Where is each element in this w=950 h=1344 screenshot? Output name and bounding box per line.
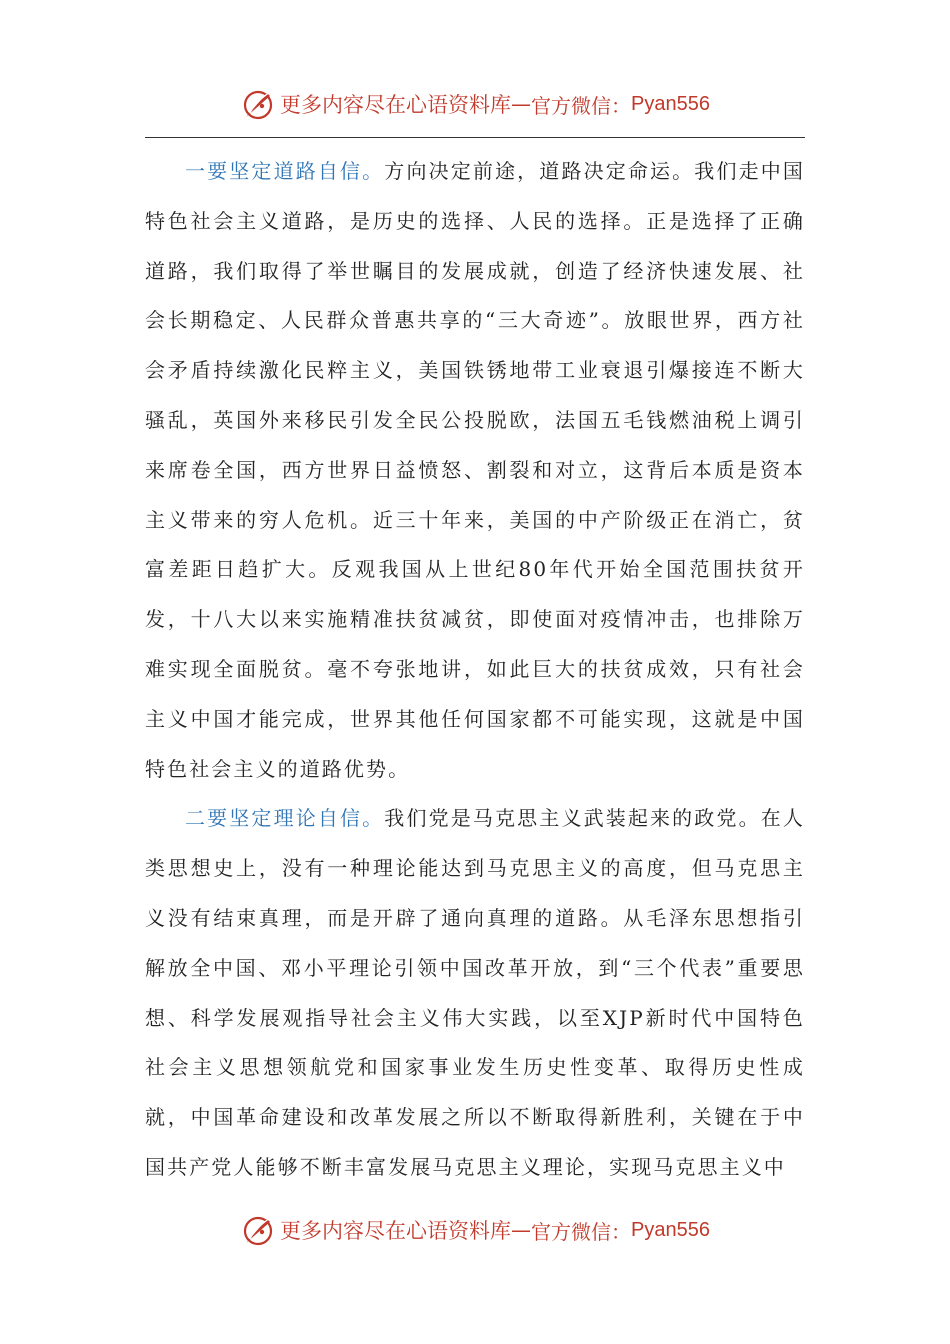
paragraph-theory-confidence xyxy=(145,794,805,1192)
paragraph-road-confidence xyxy=(145,147,805,794)
paragraph-text-road: 方向决定前途，道路决定命运。我们走中国特色社会主义道路，是历史的选择、人民的选择。正是选择了正确道路，我们取得了举世瞩目的发展成就，创造了经济快速发展、社会长期稳定、人民群众普惠共享的“三大奇迹”。放眼世界，西方社会矛盾持续激化民粹主义，美国铁锈地带工业衰退引爆接连不断大骚乱，英国外来移民引发全民公投脱欧，法国五毛钱燃油税上调引来席卷全国，西方世界日益愤怒、割裂和对立，这背后本质是资本主义带来的穷人危机。近三十年来，美国的中产阶级正在消亡，贫富差距日趋扩大。反观我国从上世纪80年代开始全国范围扶贫开发，十八大以来实施精准扶贫减贫，即使面对疫情冲击，也排除万难实现全面脱贫。毫不夸张地讲，如此巨大的扶贫成效，只有社会主义中国才能完成，世界其他任何国家都不可能实现，这就是中国特色社会主义的道路优势。 xyxy=(145,159,805,781)
header-banner-title: 更多内容尽在心语资料库 xyxy=(280,93,512,117)
document-body xyxy=(145,147,805,1193)
footer-banner-title: 更多内容尽在心语资料库 xyxy=(280,1219,512,1243)
quill-logo-icon xyxy=(240,86,276,122)
footer-banner-wechat-label: 官方微信： xyxy=(531,1219,632,1244)
header-banner-wechat-id: Pyan556 xyxy=(631,92,710,115)
footer-banner-dash: — xyxy=(511,1218,532,1242)
quill-logo-icon xyxy=(240,1212,276,1248)
paragraph-heading-road: 一要坚定道路自信。 xyxy=(185,159,385,183)
paragraph-text-theory: 我们党是马克思主义武装起来的政党。在人类思想史上，没有一种理论能达到马克思主义的高度，但马克思主义没有结束真理，而是开辟了通向真理的道路。从毛泽东思想指引解放全中国、邓小平理论引领中国改革开放，到“三个代表”重要思想、科学发展观指导社会主义伟大实践，以至XJP新时代中国特色社会主义思想领航党和国家事业发生历史性变革、取得历史性成就，中国革命建设和改革发展之所以不断取得新胜利，关键在于中国共产党人能够不断丰富发展马克思主义理论，实现马克思主义中 xyxy=(145,806,805,1179)
footer-banner xyxy=(0,1210,950,1250)
header-divider xyxy=(145,137,805,138)
header-banner-wechat-label: 官方微信： xyxy=(531,93,632,118)
header-banner xyxy=(0,84,950,124)
paragraph-heading-theory: 二要坚定理论自信。 xyxy=(185,806,385,831)
footer-banner-wechat-id: Pyan556 xyxy=(631,1218,710,1241)
header-banner-dash: — xyxy=(511,92,532,116)
